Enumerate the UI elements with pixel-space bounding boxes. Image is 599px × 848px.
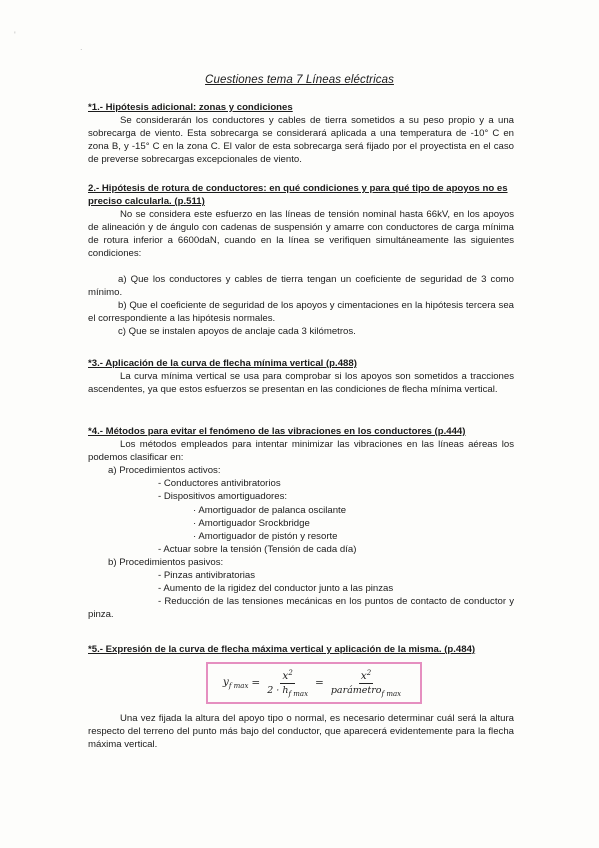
question-2-item-a: a) Que los conductores y cables de tierra tengan un coeficiente de seguridad de 3 como mínimo. [88,273,514,298]
active-procedure-item: - Conductores antivibratorios [158,478,281,490]
passive-procedure-item: - Reducción de las tensiones mecánicas en los puntos de contacto de conductor y pinza. [88,596,514,621]
question-4-heading: *4.- Métodos para evitar el fenómeno de las vibraciones en los conductores (p.444) [88,426,466,437]
damper-item: · Amortiguador Srockbridge [193,517,310,529]
scan-mark: ' [14,30,16,40]
question-2-text: No se considera este esfuerzo en las líneas de tensión nominal hasta 66kV, en los apoyos de alineación y de ángulo con cadenas de suspensión y amarre con conductores de carga mínima de rotura inferior a 6600daN, cuando en la línea se verifiquen simultáneamente las siguientes condiciones: [88,209,514,260]
formula-lhs: $y_{f max}$ [222,676,249,690]
question-1-heading: *1.- Hipótesis adicional: zonas y condiciones [88,102,293,113]
question-1 [88,101,514,166]
question-3-heading: *3.- Aplicación de la curva de flecha mínima vertical (p.488) [88,358,357,369]
question-5-heading: *5.- Expresión de la curva de flecha máxima vertical y aplicación de la misma. (p.484) [88,644,476,655]
active-procedures-label: a) Procedimientos activos: [108,465,221,477]
question-5-text: Una vez fijada la altura del apoyo tipo o normal, es necesario determinar cuál será la altura respecto del terreno del punto más bajo del conductor, que aparecerá evidentemente para la flecha máxima vertical. [88,713,514,751]
equals-sign: = [251,677,261,689]
question-5-body [88,712,514,751]
damper-item: · Amortiguador de pistón y resorte [193,530,338,542]
question-3 [88,357,514,396]
active-procedure-item: - Actuar sobre la tensión (Tensión de cada día) [158,543,357,555]
question-3-text: La curva mínima vertical se usa para comprobar si los apoyos son sometidos a tracciones ascendentes, ya que estos esfuerzos se presentan en las condiciones de flecha mínima vertical. [88,371,514,396]
question-5 [88,643,514,656]
formula-fraction-2: $\frac{x^2}{parámetro_{f max}}$ [330,668,402,698]
active-procedure-item: - Dispositivos amortiguadores: [158,491,288,503]
scan-mark: . [80,42,83,52]
question-2 [88,182,514,338]
question-2-item-c: c) Que se instalen apoyos de anclaje cada 3 kilómetros. [118,325,356,337]
damper-item: · Amortiguador de palanca oscilante [193,504,347,516]
formula-box [206,662,422,704]
passive-procedure-item: - Aumento de la rigidez del conductor junto a las pinzas [158,583,394,595]
question-2-item-b: b) Que el coeficiente de seguridad de los apoyos y cimentaciones en la hipótesis tercera sea el correspondiente a las hipótesis normales. [88,299,514,324]
formula-fraction-1: $\frac{x^2}{2 \cdot h_{f max}}$ [267,668,309,698]
question-4 [88,425,514,621]
question-4-text: Los métodos empleados para intentar minimizar las vibraciones en las líneas aéreas los podemos clasificar en: [88,439,514,464]
passive-procedure-item: - Pinzas antivibratorias [158,570,256,582]
equals-sign: = [315,677,324,689]
question-1-text: Se considerarán los conductores y cables de tierra sometidos a su peso propio y a una sobrecarga de viento. Esta sobrecarga se considerará aplicada a una temperatura de -10° C en zona B, y -15° C en la zona C. El valor de esta sobrecarga será fijado por el proyectista en el caso de preverse sobrecargas excepcionales de viento. [88,115,514,166]
passive-procedures-label: b) Procedimientos pasivos: [108,556,224,568]
page-title: Cuestiones tema 7 Líneas eléctricas [205,74,394,86]
question-2-heading: 2.- Hipótesis de rotura de conductores: en qué condiciones y para qué tipo de apoyos no es preciso calcularla. (p.511) [88,183,508,208]
